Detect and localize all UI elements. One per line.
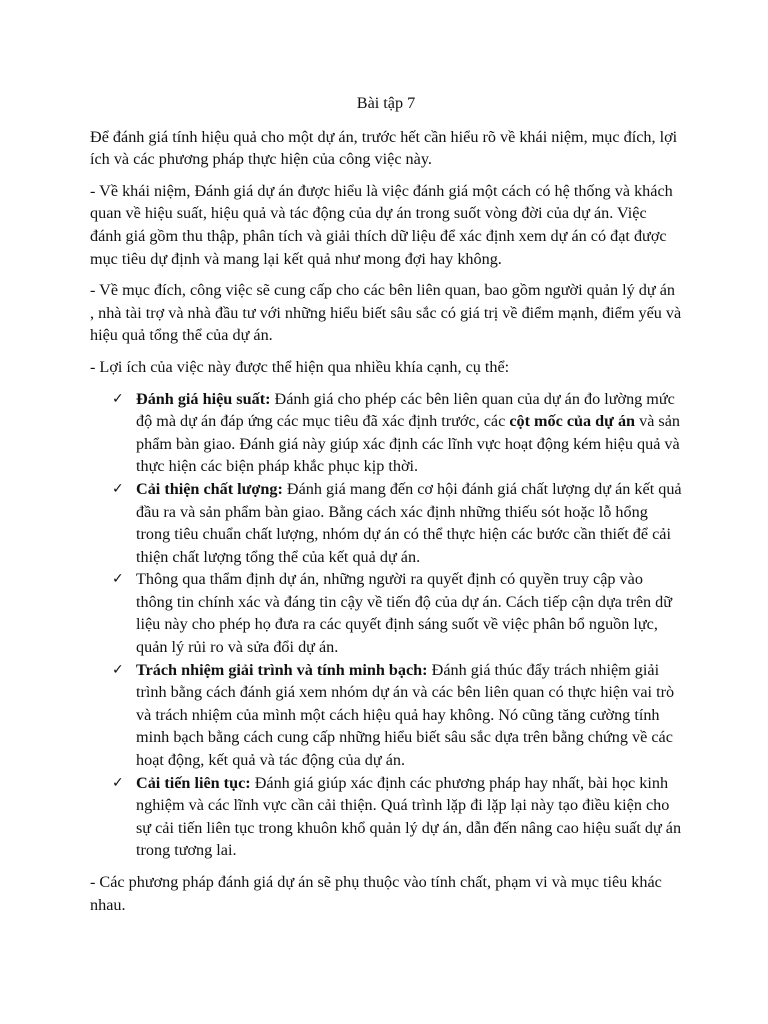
benefits-list (90, 388, 682, 862)
benefit-bold-phrase: cột mốc của dự án (509, 412, 636, 431)
benefit-heading: Cải tiến liên tục: (136, 773, 251, 792)
benefit-text: và sản phẩm bàn giao. Đánh giá này giúp xác định các lĩnh vực hoạt động kém hiệu quả và thực hiện các biện pháp khắc phục kịp thời. (136, 412, 680, 476)
check-icon: ✓ (112, 390, 124, 407)
document-title: Bài tập 7 (356, 94, 416, 112)
benefit-text: Đánh giá thúc đẩy trách nhiệm giải trình bằng cách đánh giá xem nhóm dự án và các bên liên quan có thực hiện vai trò và trách nhiệm của mình một cách hiệu quả hay không. Nó cũng tăng cường tính minh bạch bằng cách cung cấp những hiểu biết sâu sắc dựa trên bằng chứng về các hoạt động, kết quả và tác động của dự án. (136, 660, 675, 770)
document-page (90, 92, 682, 925)
check-icon: ✓ (112, 571, 124, 588)
benefit-text: Đánh giá giúp xác định các phương pháp hay nhất, bài học kinh nghiệm và các lĩnh vực cần cải thiện. Quá trình lặp đi lặp lại này tạo điều kiện cho sự cải tiến liên tục trong khuôn khổ quản lý dự án, dẫn đến nâng cao hiệu suất dự án trong tương lai. (136, 773, 682, 860)
list-item (90, 478, 682, 568)
benefit-text: Đánh giá cho phép các bên liên quan của dự án đo lường mức độ mà dự án đáp ứng các mục tiêu đã xác định trước, các (136, 389, 675, 431)
list-item (90, 659, 682, 772)
check-icon: ✓ (112, 774, 124, 791)
list-item (90, 568, 682, 658)
check-icon: ✓ (112, 661, 124, 678)
benefits-intro-paragraph: - Lợi ích của việc này được thể hiện qua nhiều khía cạnh, cụ thể: (90, 357, 510, 376)
benefit-heading: Cải thiện chất lượng: (136, 479, 283, 498)
list-item (90, 388, 682, 478)
concept-paragraph: - Về khái niệm, Đánh giá dự án được hiểu là việc đánh giá một cách có hệ thống và khách quan về hiệu suất, hiệu quả và tác động của dự án trong suốt vòng đời của dự án. Việc đánh giá gồm thu thập, phân tích và giải thích dữ liệu để xác định xem dự án có đạt được mục tiêu dự định và mang lại kết quả như mong đợi hay không. (90, 181, 673, 268)
intro-paragraph: Để đánh giá tính hiệu quả cho một dự án, trước hết cần hiểu rõ về khái niệm, mục đích, lợi ích và các phương pháp thực hiện của công việc này. (90, 127, 678, 169)
benefit-heading: Trách nhiệm giải trình và tính minh bạch: (136, 660, 428, 679)
methods-paragraph: - Các phương pháp đánh giá dự án sẽ phụ thuộc vào tính chất, phạm vi và mục tiêu khác nhau. (90, 873, 662, 914)
benefit-heading: Đánh giá hiệu suất: (136, 389, 271, 408)
purpose-paragraph: - Về mục đích, công việc sẽ cung cấp cho các bên liên quan, bao gồm người quản lý dự án , nhà tài trợ và nhà đầu tư với những hiểu biết sâu sắc có giá trị về điểm mạnh, điểm yếu và hiệu quả tổng thể của dự án. (90, 281, 682, 345)
check-icon: ✓ (112, 480, 124, 497)
benefit-text: Thông qua thẩm định dự án, những người ra quyết định có quyền truy cập vào thông tin chính xác và đáng tin cậy về tiến độ của dự án. Cách tiếp cận dựa trên dữ liệu này cho phép họ đưa ra các quyết định sáng suốt về việc phân bổ nguồn lực, quản lý rủi ro và sửa đổi dự án. (136, 570, 673, 657)
benefit-text: Đánh giá mang đến cơ hội đánh giá chất lượng dự án kết quả đầu ra và sản phẩm bàn giao. Bằng cách xác định những thiếu sót hoặc lỗ hổng trong tiêu chuẩn chất lượng, nhóm dự án có thể thực hiện các bước cần thiết để cải thiện chất lượng tổng thể của kết quả dự án. (136, 479, 682, 566)
list-item (90, 772, 682, 862)
